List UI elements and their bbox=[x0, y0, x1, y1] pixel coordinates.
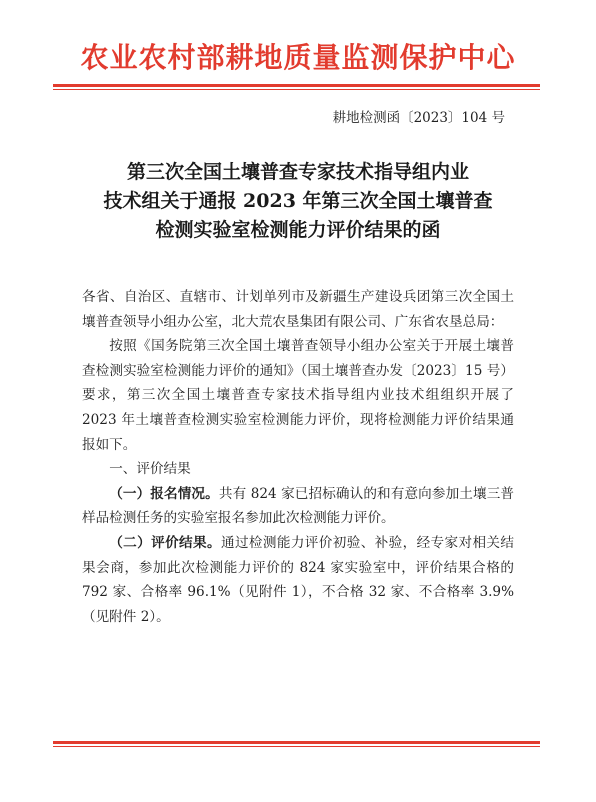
paragraph-intro: 按照《国务院第三次全国土壤普查领导小组办公室关于开展土壤普查检测实验室检测能力评价的通知》（国土壤普查办发〔2023〕15 号）要求，第三次全国土壤普查专家技术指导组内业技术组组织开展了 2023 年土壤普查检测实验室检测能力评价，现将检测能力评价结果通报如下。 bbox=[82, 338, 514, 453]
footer-rule-thin bbox=[53, 746, 540, 747]
letterhead-red-rule bbox=[53, 84, 540, 90]
section-heading-results: 一、评价结果 bbox=[109, 461, 191, 478]
salutation: 各省、自治区、直辖市、计划单列市及新疆生产建设兵团第三次全国土壤普查领导小组办公室，北大荒农垦集团有限公司、广东省农垦总局： bbox=[82, 289, 514, 330]
letterhead-org-name: 农业农村部耕地质量监测保护中心 bbox=[80, 41, 516, 74]
footer-rule-thick bbox=[53, 741, 540, 744]
document-body bbox=[82, 285, 514, 629]
footer-red-rule bbox=[53, 741, 540, 747]
document-number: 耕地检测函〔2023〕104 号 bbox=[332, 110, 505, 126]
registration-label: （一）报名情况。 bbox=[109, 485, 219, 502]
evaluation-text: 通过检测能力评价初验、补验，经专家对相关结果会商，参加此次检测能力评价的 824 家实验室中，评价结果合格的 792 家、合格率 96.1%（见附件 1），不合格 32 家、不合格率 3.9%（见附件 2）。 bbox=[82, 534, 515, 625]
title-line-1: 第三次全国土壤普查专家技术指导组内业 bbox=[126, 161, 469, 183]
paragraph-evaluation bbox=[82, 531, 514, 629]
registration-text: 共有 824 家已招标确认的和有意向参加土壤三普样品检测任务的实验室报名参加此次检测能力评价。 bbox=[82, 485, 515, 527]
title-line-3: 检测实验室检测能力评价结果的函 bbox=[155, 219, 441, 241]
red-rule-thin bbox=[53, 89, 540, 90]
evaluation-label: （二）评价结果。 bbox=[109, 534, 221, 551]
document-title bbox=[0, 158, 596, 245]
red-rule-thick bbox=[53, 84, 540, 87]
paragraph-registration bbox=[82, 482, 514, 531]
title-line-2: 技术组关于通报 2023 年第三次全国土壤普查 bbox=[103, 190, 493, 212]
